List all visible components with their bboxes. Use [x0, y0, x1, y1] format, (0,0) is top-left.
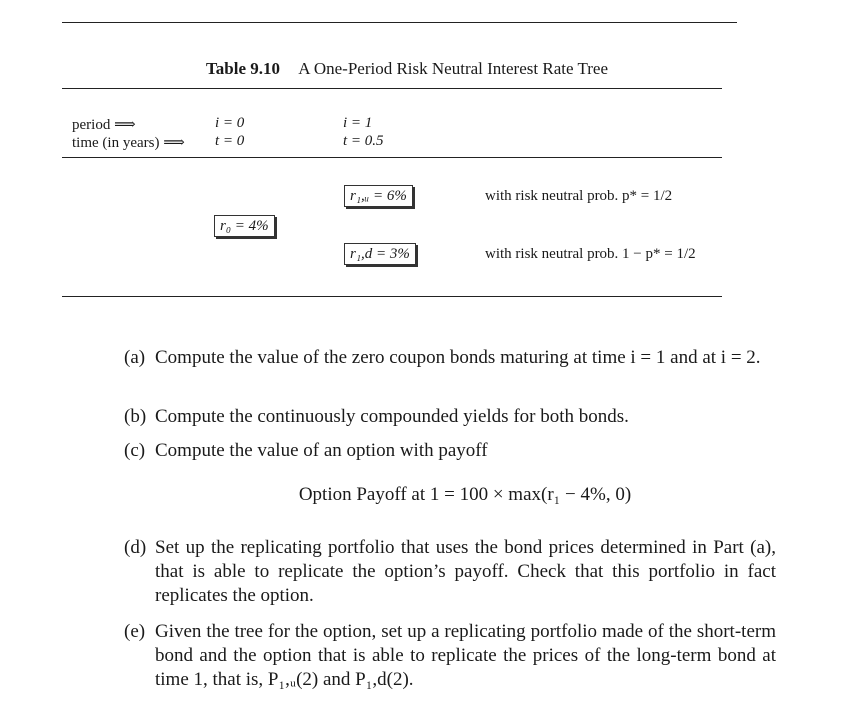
node-up: r₁,ᵤ = 6%	[344, 185, 413, 207]
question-text: Compute the continuously compounded yields for both bonds.	[155, 406, 629, 427]
question-text: Set up the replicating portfolio that uses the bond prices determined in Part (a), that is able to replicate the option’s payoff. Check that this portfolio in fact replicates the option.	[155, 537, 776, 606]
question-text: Compute the value of an option with payoff	[155, 440, 488, 461]
node-down: r₁,d = 3%	[344, 243, 416, 265]
question-label: (d)	[124, 537, 147, 558]
col1-period: i = 1	[343, 115, 373, 131]
table-title: A One-Period Risk Neutral Interest Rate Tree	[298, 59, 608, 78]
question-text: Compute the value of the zero coupon bonds maturing at time i = 1 and at i = 2.	[155, 347, 761, 368]
table-top-rule	[62, 22, 737, 23]
table-bottom-rule	[62, 296, 722, 297]
row-label-period: period ⟹	[72, 117, 136, 133]
arrow-icon: ⟹	[163, 135, 185, 151]
down-probability: with risk neutral prob. 1 − p* = 1/2	[485, 246, 696, 262]
table-caption	[206, 59, 608, 79]
node-root: r₀ = 4%	[214, 215, 275, 237]
question-b	[124, 405, 776, 429]
col0-period: i = 0	[215, 115, 245, 131]
question-d	[124, 536, 776, 608]
col0-time: t = 0	[215, 133, 245, 149]
table-label: Table 9.10	[206, 59, 281, 78]
question-label: (a)	[124, 347, 146, 368]
question-a	[124, 346, 776, 370]
title-rule	[62, 88, 722, 89]
question-label: (c)	[124, 440, 146, 461]
header-rule	[62, 157, 722, 158]
question-e	[124, 620, 776, 692]
question-label: (e)	[124, 621, 146, 642]
up-probability: with risk neutral prob. p* = 1/2	[485, 188, 673, 204]
payoff-equation: Option Payoff at 1 = 100 × max(r₁ − 4%, 0)	[298, 484, 632, 505]
question-label: (b)	[124, 406, 147, 427]
col1-time: t = 0.5	[343, 133, 384, 149]
question-c	[124, 439, 776, 463]
question-text: Given the tree for the option, set up a replicating portfolio made of the short-term bond and the option that is able to replicate the prices of the long-term bond at time 1, that is, P₁,ᵤ(2) and P₁,d(2).	[155, 621, 776, 690]
row-label-time: time (in years) ⟹	[72, 135, 185, 151]
arrow-icon: ⟹	[114, 117, 136, 133]
